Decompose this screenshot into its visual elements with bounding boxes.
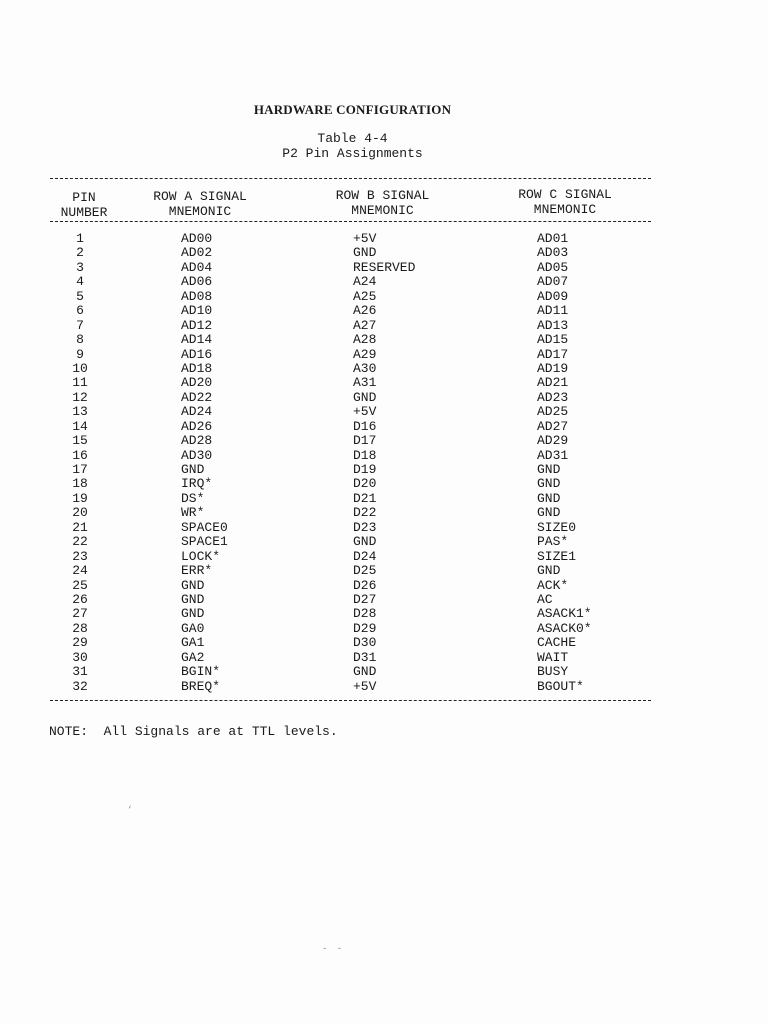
pin-cell: 4 <box>76 274 84 290</box>
row-b-cell: D23 <box>353 519 377 535</box>
row-c-cell: ACK* <box>537 577 569 593</box>
table-row <box>0 564 700 578</box>
pin-cell: 12 <box>72 389 88 405</box>
table-row <box>0 376 700 390</box>
table-row <box>0 333 700 347</box>
header-row-b-line2: MNEMONIC <box>351 203 414 218</box>
row-b-cell: D31 <box>353 649 377 665</box>
row-a-cell: BREQ* <box>181 678 221 694</box>
row-c-cell: PAS* <box>537 534 569 550</box>
header-row-c-line1: ROW C SIGNAL <box>518 187 612 202</box>
row-a-cell: DS* <box>181 490 205 506</box>
pin-cell: 14 <box>72 418 88 434</box>
row-c-cell: AC <box>537 591 553 607</box>
pin-cell: 6 <box>76 303 84 319</box>
table-row <box>0 304 700 318</box>
header-row-c-line2: MNEMONIC <box>533 202 597 217</box>
table-row <box>0 232 700 246</box>
row-c-cell: BGOUT* <box>537 678 584 694</box>
table-row <box>0 275 700 289</box>
row-a-cell: GA1 <box>181 635 205 651</box>
row-a-cell: AD04 <box>181 259 213 275</box>
row-c-cell: ASACK0* <box>537 620 592 636</box>
table-row <box>0 405 700 419</box>
row-b-cell: D20 <box>353 476 377 492</box>
row-b-cell: A27 <box>353 317 377 333</box>
row-b-cell: A31 <box>353 375 377 391</box>
row-c-cell: AD15 <box>537 332 569 348</box>
pin-cell: 11 <box>72 375 88 391</box>
pin-cell: 17 <box>72 462 88 477</box>
pin-cell: 8 <box>76 332 84 348</box>
pin-cell: 27 <box>72 606 88 622</box>
row-a-cell: WR* <box>181 505 205 521</box>
header-row-a-line2: MNEMONIC <box>168 204 232 219</box>
table-row <box>0 290 700 304</box>
table-row <box>0 246 700 260</box>
row-b-cell: D24 <box>353 548 377 564</box>
pin-cell: 29 <box>72 635 88 651</box>
row-c-cell: AD13 <box>537 317 569 333</box>
row-c-cell: AD19 <box>537 360 569 376</box>
row-b-cell: D16 <box>353 418 377 434</box>
row-a-cell: IRQ* <box>181 476 213 492</box>
row-a-cell: AD10 <box>181 303 213 319</box>
row-a-cell: AD24 <box>181 404 213 420</box>
row-c-cell: BUSY <box>537 664 569 680</box>
row-a-cell: GND <box>181 462 205 477</box>
row-b-cell: RESERVED <box>353 259 416 275</box>
row-a-cell: AD12 <box>181 317 213 333</box>
row-b-cell: A24 <box>353 274 377 290</box>
pin-cell: 2 <box>76 245 84 261</box>
row-c-cell: CACHE <box>537 635 577 651</box>
pin-cell: 16 <box>72 447 88 463</box>
row-c-cell: AD07 <box>537 274 569 290</box>
row-c-cell: AD21 <box>537 375 569 391</box>
pin-cell: 28 <box>72 620 88 636</box>
row-a-cell: AD16 <box>181 346 213 362</box>
table-row <box>0 535 700 549</box>
row-b-cell: D19 <box>353 462 377 477</box>
pin-cell: 1 <box>76 231 84 246</box>
row-c-cell: GND <box>537 505 561 521</box>
row-c-cell: AD01 <box>537 231 569 246</box>
table-row <box>0 348 700 362</box>
pin-cell: 5 <box>76 288 84 304</box>
row-c-cell: WAIT <box>537 649 569 665</box>
row-a-cell: SPACE0 <box>181 519 228 535</box>
row-a-cell: AD02 <box>181 245 213 261</box>
table-row <box>0 593 700 607</box>
table-bottom-rule <box>50 700 651 701</box>
row-b-cell: GND <box>353 534 377 550</box>
pin-cell: 26 <box>72 591 88 607</box>
pin-cell: 31 <box>72 664 88 680</box>
row-c-cell: AD25 <box>537 404 569 420</box>
table-row <box>0 492 700 506</box>
page-heading: HARDWARE CONFIGURATION <box>253 102 452 117</box>
row-b-cell: D17 <box>353 433 377 449</box>
row-b-cell: +5V <box>353 678 377 694</box>
row-a-cell: LOCK* <box>181 548 221 564</box>
row-c-cell: AD31 <box>537 447 569 463</box>
pin-cell: 20 <box>72 505 88 521</box>
row-c-cell: AD29 <box>537 433 569 449</box>
row-b-cell: D18 <box>353 447 377 463</box>
row-a-cell: AD06 <box>181 274 213 290</box>
header-row-a-line1: ROW A SIGNAL <box>153 189 247 204</box>
pin-cell: 32 <box>72 678 88 694</box>
table-row <box>0 261 700 275</box>
table-row <box>0 449 700 463</box>
row-b-cell: GND <box>353 245 377 261</box>
row-c-cell: GND <box>537 462 561 477</box>
table-row <box>0 420 700 434</box>
row-c-cell: AD17 <box>537 346 569 362</box>
row-a-cell: AD14 <box>181 332 213 348</box>
pin-cell: 23 <box>72 548 88 564</box>
table-row <box>0 521 700 535</box>
table-row <box>0 636 700 650</box>
table-top-rule <box>50 178 651 179</box>
row-b-cell: A28 <box>353 332 377 348</box>
table-header-rule <box>50 221 651 222</box>
row-b-cell: +5V <box>353 404 377 420</box>
row-a-cell: GND <box>181 577 205 593</box>
row-a-cell: AD08 <box>181 288 213 304</box>
table-number: Table 4-4 <box>317 131 388 146</box>
row-b-cell: D22 <box>353 505 377 521</box>
header-row-b <box>310 188 455 218</box>
row-b-cell: A29 <box>353 346 377 362</box>
row-c-cell: AD09 <box>537 288 569 304</box>
table-row <box>0 579 700 593</box>
row-a-cell: AD28 <box>181 433 213 449</box>
row-b-cell: D27 <box>353 591 377 607</box>
pin-cell: 10 <box>72 360 88 376</box>
row-a-cell: SPACE1 <box>181 534 228 550</box>
table-row <box>0 680 700 694</box>
table-row <box>0 319 700 333</box>
row-a-cell: GND <box>181 606 205 622</box>
table-row <box>0 362 700 376</box>
row-a-cell: GA0 <box>181 620 205 636</box>
row-c-cell: SIZE1 <box>537 548 577 564</box>
row-a-cell: AD00 <box>181 231 213 246</box>
row-b-cell: D28 <box>353 606 377 622</box>
table-row <box>0 651 700 665</box>
table-body <box>0 232 700 694</box>
table-row <box>0 434 700 448</box>
pin-cell: 25 <box>72 577 88 593</box>
table-row <box>0 391 700 405</box>
pin-cell: 9 <box>76 346 84 362</box>
row-c-cell: GND <box>537 563 561 579</box>
pin-cell: 24 <box>72 563 88 579</box>
pin-cell: 13 <box>72 404 88 420</box>
row-b-cell: D25 <box>353 563 377 579</box>
header-pin-number <box>48 190 120 220</box>
row-a-cell: AD30 <box>181 447 213 463</box>
row-c-cell: AD23 <box>537 389 569 405</box>
header-row-c <box>490 187 640 217</box>
row-a-cell: BGIN* <box>181 664 221 680</box>
row-b-cell: +5V <box>353 231 377 246</box>
header-pin-line2: NUMBER <box>60 205 108 220</box>
row-c-cell: AD27 <box>537 418 569 434</box>
pin-cell: 22 <box>72 534 88 550</box>
row-b-cell: GND <box>353 664 377 680</box>
row-a-cell: AD18 <box>181 360 213 376</box>
row-c-cell: AD11 <box>537 303 569 319</box>
row-b-cell: A26 <box>353 303 377 319</box>
table-row <box>0 506 700 520</box>
table-title: P2 Pin Assignments <box>282 146 423 161</box>
pin-cell: 19 <box>72 490 88 506</box>
table-row <box>0 607 700 621</box>
table-row <box>0 463 700 477</box>
row-b-cell: D21 <box>353 490 377 506</box>
row-a-cell: ERR* <box>181 563 213 579</box>
pin-cell: 15 <box>72 433 88 449</box>
row-b-cell: A30 <box>353 360 377 376</box>
row-a-cell: AD20 <box>181 375 213 391</box>
row-c-cell: AD05 <box>537 259 569 275</box>
row-c-cell: AD03 <box>537 245 569 261</box>
pin-cell: 3 <box>76 259 84 275</box>
row-c-cell: GND <box>537 490 561 506</box>
pin-cell: 7 <box>76 317 84 333</box>
row-c-cell: ASACK1* <box>537 606 592 622</box>
row-b-cell: GND <box>353 389 377 405</box>
row-b-cell: D29 <box>353 620 377 636</box>
row-b-cell: D26 <box>353 577 377 593</box>
row-b-cell: D30 <box>353 635 377 651</box>
table-row <box>0 477 700 491</box>
header-pin-line1: PIN <box>72 190 96 205</box>
scan-speck: ‘ <box>127 805 133 815</box>
pin-cell: 30 <box>72 649 88 665</box>
row-c-cell: SIZE0 <box>537 519 577 535</box>
pin-cell: 21 <box>72 519 88 535</box>
row-c-cell: GND <box>537 476 561 492</box>
table-row <box>0 622 700 636</box>
row-a-cell: AD22 <box>181 389 213 405</box>
table-row <box>0 665 700 679</box>
scan-speck: - - <box>322 944 345 954</box>
row-b-cell: A25 <box>353 288 377 304</box>
pin-cell: 18 <box>72 476 88 492</box>
row-a-cell: GA2 <box>181 649 205 665</box>
note-text: NOTE: All Signals are at TTL levels. <box>49 724 338 739</box>
row-a-cell: AD26 <box>181 418 213 434</box>
table-row <box>0 550 700 564</box>
header-row-b-line1: ROW B SIGNAL <box>335 188 430 203</box>
row-a-cell: GND <box>181 591 205 607</box>
header-row-a <box>130 189 270 219</box>
